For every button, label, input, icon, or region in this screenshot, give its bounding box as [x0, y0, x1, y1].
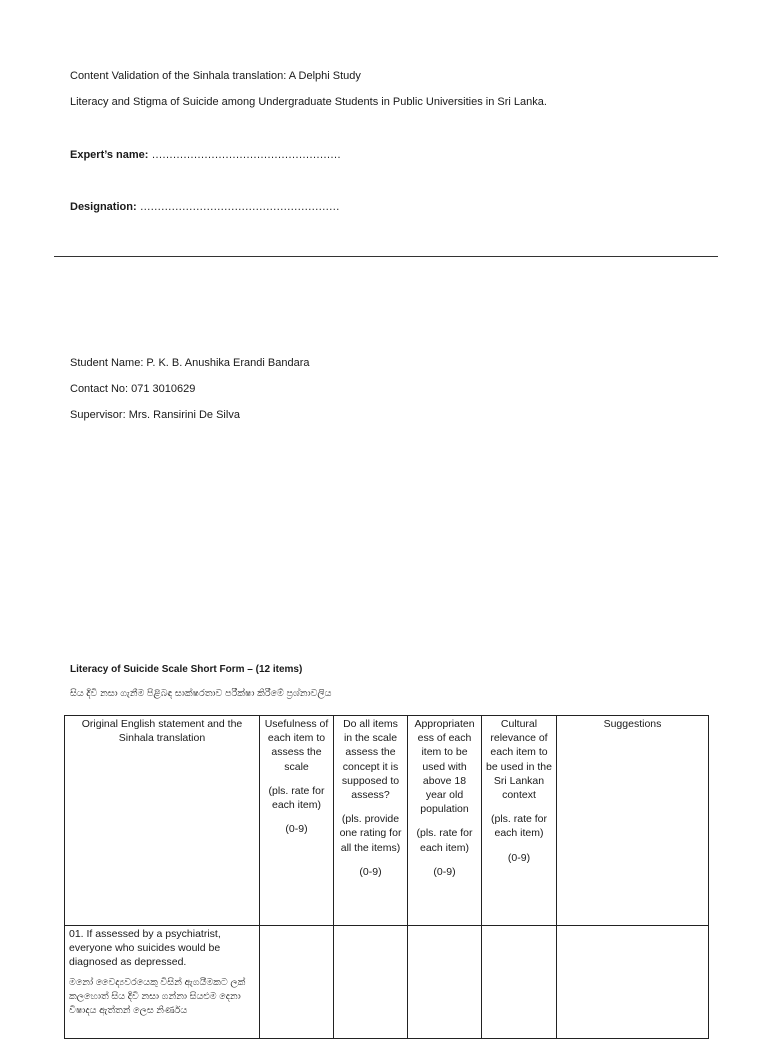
header-concept-scale: (0-9)	[359, 865, 382, 878]
header-cultural-relevance-label: Cultural relevance of each item to be used in the Sri Lankan context	[486, 718, 552, 802]
designation-blank: …………………………………………………	[139, 201, 340, 213]
suggestions-cell[interactable]	[557, 926, 709, 1039]
header-suggestions-label: Suggestions	[603, 718, 662, 730]
scale-sinhala-title: සිය දිවි නසා ගැනීම පිළිබඳ සාක්ෂරතාව පරීක්ෂා කිරීමේ ප්‍රශ්නාවලිය	[70, 688, 332, 699]
header-cultural-relevance	[482, 716, 557, 926]
cultural-relevance-rating-cell[interactable]	[482, 926, 557, 1039]
scale-title-suffix: )	[298, 664, 303, 675]
header-statement-label: Original English statement and the Sinhala translation	[81, 718, 243, 745]
header-concept-label: Do all items in the scale assess the concept it is supposed to assess?	[341, 718, 400, 802]
study-subtitle: Literacy and Stigma of Suicide among Undergraduate Students in Public Universities in Sri Lanka.	[70, 96, 547, 108]
expert-name-field	[70, 148, 341, 162]
header-concept	[334, 716, 408, 926]
header-suggestions	[557, 716, 709, 926]
expert-name-blank: ………………………………………………	[151, 149, 341, 161]
header-concept-note: (pls. provide one rating for all the items)	[339, 813, 402, 854]
item-sinhala-text: මනෝ වෛද්‍යවරයෙකු විසින් ඇගයීමකට ලක් කලහොත් සිය දිවි නසා ගන්නා සියළුම දෙනා විෂාදය ඇත්තන් ලෙස නිර්ණය	[69, 976, 246, 1016]
supervisor-name: Supervisor: Mrs. Ransirini De Silva	[70, 409, 240, 421]
table-row	[65, 926, 709, 1039]
header-appropriateness-note: (pls. rate for each item)	[416, 827, 473, 854]
appropriateness-rating-cell[interactable]	[408, 926, 482, 1039]
item-english-text: 01. If assessed by a psychiatrist, everyone who suicides would be diagnosed as depressed.	[69, 928, 221, 969]
usefulness-rating-cell[interactable]	[260, 926, 334, 1039]
header-cultural-relevance-scale: (0-9)	[507, 851, 531, 864]
scale-title-count: 12 items	[258, 664, 299, 675]
header-appropriateness-label: Appropriaten ess of each item to be used with above 18 year old population	[414, 718, 475, 816]
evaluation-table	[64, 715, 709, 1039]
header-usefulness-label: Usefulness of each item to assess the scale	[264, 718, 329, 773]
contact-number: Contact No: 071 3010629	[70, 383, 196, 395]
header-statement	[65, 716, 260, 926]
concept-rating-cell[interactable]	[334, 926, 408, 1039]
designation-field	[70, 200, 339, 214]
student-name: Student Name: P. K. B. Anushika Erandi Bandara	[70, 357, 310, 369]
header-usefulness-note: (pls. rate for each item)	[268, 784, 325, 812]
scale-title-prefix: Literacy of Suicide Scale Short Form – (	[70, 664, 259, 675]
designation-label: Designation:	[70, 201, 137, 213]
header-appropriateness	[408, 716, 482, 926]
header-cultural-relevance-note: (pls. rate for each item)	[490, 813, 548, 840]
document-title: Content Validation of the Sinhala translation: A Delphi Study	[70, 70, 361, 82]
header-usefulness	[260, 716, 334, 926]
item-statement-cell	[65, 926, 260, 1039]
header-appropriateness-scale: (0-9)	[433, 865, 456, 878]
header-divider	[54, 256, 718, 257]
header-usefulness-scale: (0-9)	[285, 823, 308, 836]
expert-name-label: Expert’s name:	[70, 149, 149, 161]
scale-title	[70, 663, 302, 677]
table-header-row	[65, 716, 709, 926]
